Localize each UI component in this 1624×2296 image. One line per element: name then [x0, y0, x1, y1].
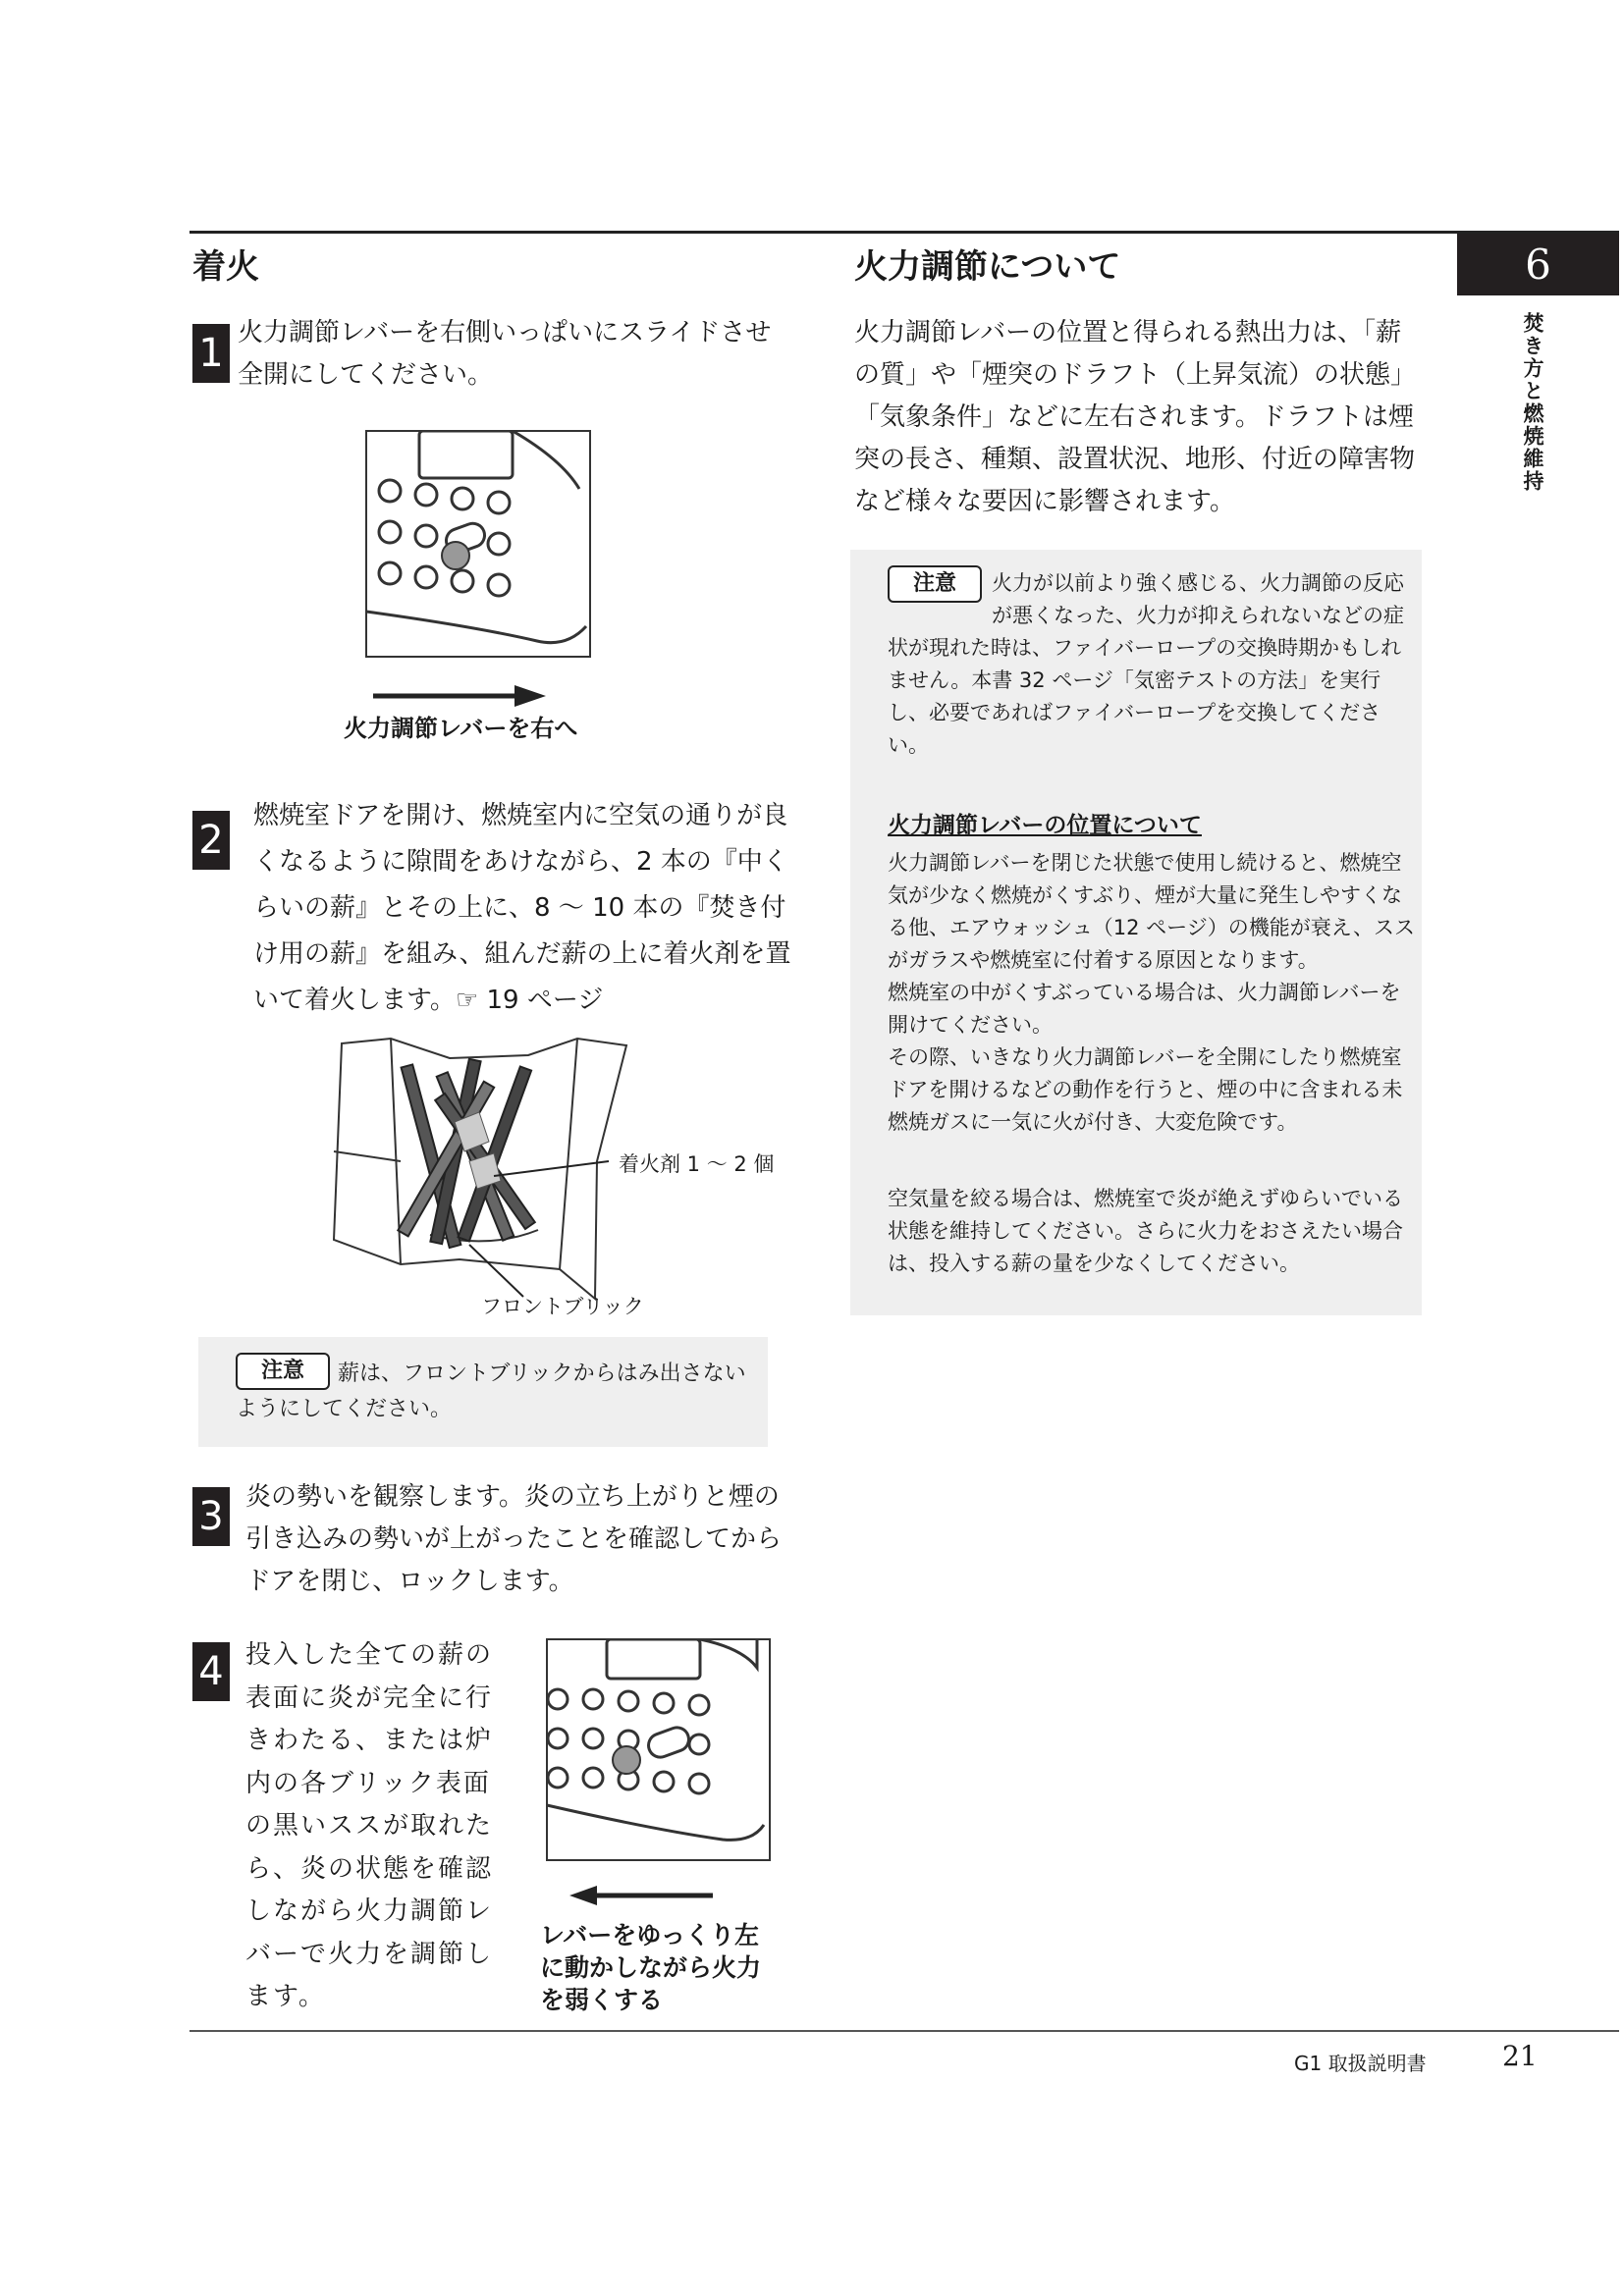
arrow-left-icon [568, 1883, 715, 1908]
section-title-heat-control: 火力調節について [854, 247, 1121, 287]
arrow-right-icon [371, 681, 548, 711]
step-number-3: 3 [192, 1487, 230, 1546]
step-2-text: 燃焼室ドアを開け、燃焼室内に空気の通りが良くなるように隙間をあけながら、2 本の『中くらいの薪』とその上に、8 ～ 10 本の『焚き付け用の薪』を組み、組んだ薪の上に着火剤を置いて着火します。☞ 19 ページ [253, 801, 791, 1015]
footer-manual-title: G1 取扱説明書 [1294, 2052, 1427, 2075]
lever-position-para-2: 燃焼室の中がくすぶっている場合は、火力調節レバーを開けてください。 [888, 981, 1401, 1037]
caution-note-left-body [236, 1357, 746, 1427]
step-number-1: 1 [192, 324, 230, 383]
caution-note-right [850, 550, 1422, 1315]
heat-control-intro: 火力調節レバーの位置と得られる熱出力は、「薪の質」や「煙突のドラフト（上昇気流）の状態」「気象条件」などに左右されます。ドラフトは煙突の長さ、種類、設置状況、地形、付近の障害物など様々な要因に影響されます。 [854, 318, 1417, 516]
lever-position-para-3: その際、いきなり火力調節レバーを全開にしたり燃焼室ドアを開けるなどの動作を行うと、煙の中に含まれる未燃焼ガスに一気に火が付き、大変危険です。 [888, 1045, 1403, 1134]
step-1-text: 火力調節レバーを右側いっぱいにスライドさせ全開にしてください。 [238, 318, 772, 390]
caution-label: 注意 [236, 1353, 330, 1390]
chapter-number: 6 [1457, 234, 1619, 295]
figure-1-caption: 火力調節レバーを右へ [344, 715, 578, 742]
figure-3-caption: レバーをゆっくり左に動かしながら火力を弱くする [540, 1921, 762, 2014]
step-number-2: 2 [192, 811, 230, 870]
step-3-text: 炎の勢いを観察します。炎の立ち上がりと煙の引き込みの勢いが上がったことを確認してからドアを閉じ、ロックします。 [245, 1482, 783, 1596]
caution-label-right: 注意 [888, 565, 982, 603]
lever-position-para-4: 空気量を絞る場合は、燃焼室で炎が絶えずゆらいでいる状態を維持してください。さらに火力をおさえたい場合は、投入する薪の量を少なくしてください。 [888, 1187, 1403, 1275]
lever-position-subheading: 火力調節レバーの位置について [888, 813, 1202, 838]
label-fire-starter: 着火剤 1 ～ 2 個 [619, 1152, 775, 1176]
section-title-ignition: 着火 [192, 247, 259, 287]
lever-panel-closing-illustration [546, 1638, 771, 1861]
lever-position-para-1: 火力調節レバーを閉じた状態で使用し続けると、燃焼空気が少なく燃焼がくすぶり、煙が大量に発生しやすくなる他、エアウォッシュ（12 ページ）の機能が衰え、ススがガラスや燃焼室に付着する原因となります。 [888, 851, 1415, 972]
page-number: 21 [1502, 2040, 1538, 2072]
footer-rule [189, 2030, 1619, 2032]
caution-note-left-text: 薪は、フロントブリックからはみ出さないようにしてください。 [236, 1362, 746, 1421]
lever-panel-illustration [365, 430, 591, 658]
step-4-text: 投入した全ての薪の表面に炎が完全に行きわたる、または炉内の各ブリック表面の黒いススが取れたら、炎の状態を確認しながら火力調節レバーで火力を調節します。 [245, 1640, 494, 2011]
chapter-side-tab: 焚き方と燃焼維持 [1521, 312, 1545, 493]
caution-note-right-body [888, 567, 1408, 762]
label-front-brick: フロントブリック [481, 1295, 644, 1318]
header-rule [189, 231, 1619, 234]
caution-note-right-text: 火力が以前より強く感じる、火力調節の反応が悪くなった、火力が抑えられないなどの症状が現れた時は、ファイバーロープの交換時期かもしれません。本書 32 ページ「気密テストの方法」を実行し、必要であればファイバーロープを交換してください。 [888, 571, 1405, 757]
step-number-4: 4 [192, 1642, 230, 1701]
caution-note-left [198, 1337, 768, 1447]
